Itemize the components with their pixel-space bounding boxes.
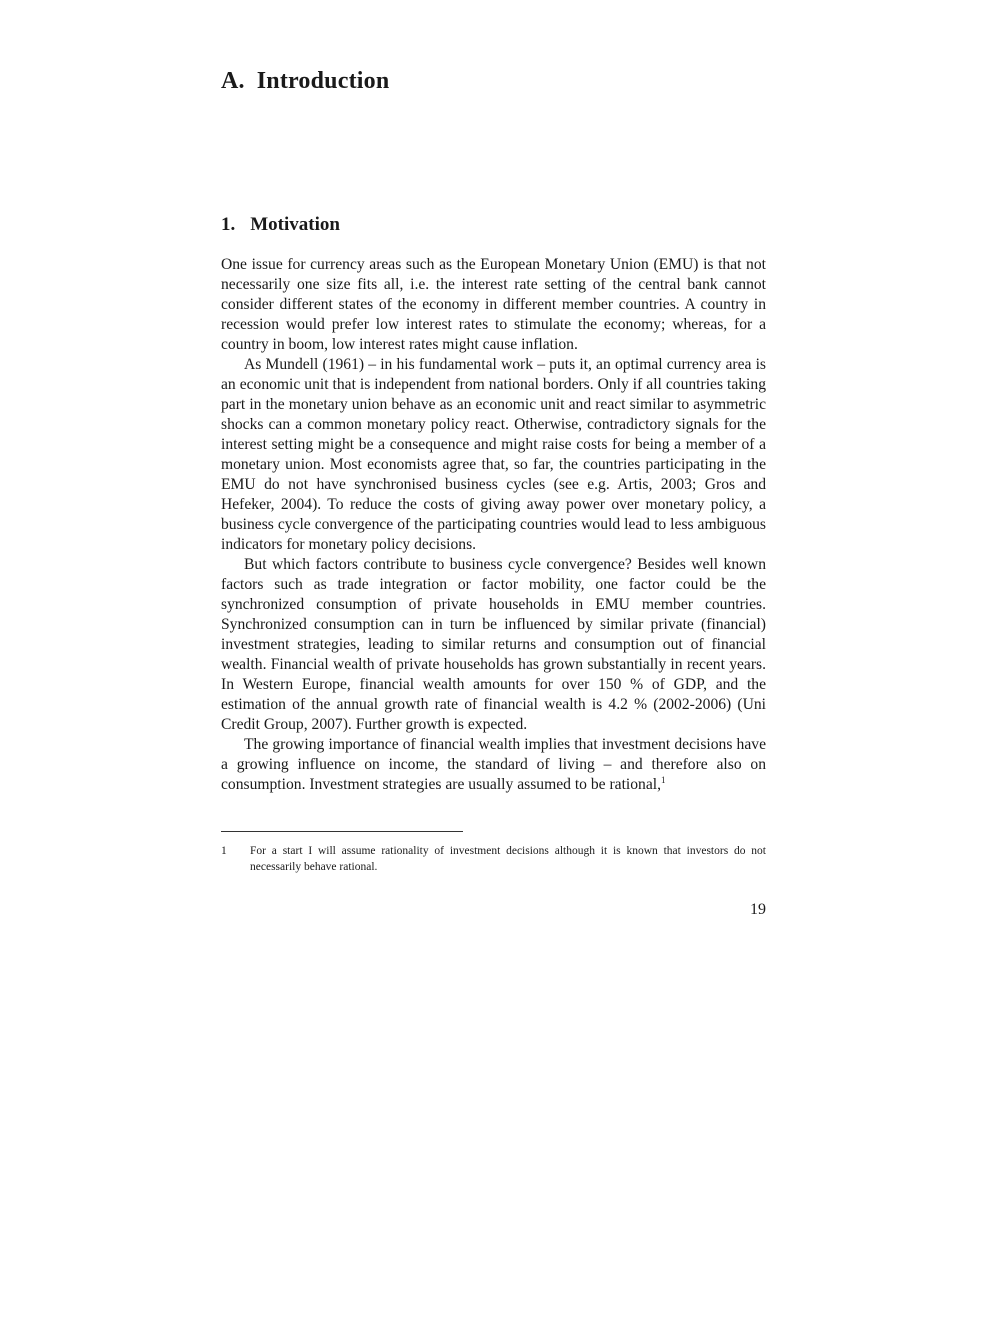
footnote-text: For a start I will assume rationality of investment decisions although it is known that investors do not necessarily behave rational. bbox=[250, 845, 766, 873]
section-number: 1. bbox=[221, 214, 236, 235]
body-text bbox=[221, 255, 766, 795]
page-number: 19 bbox=[750, 901, 766, 918]
section-heading bbox=[221, 214, 340, 236]
footnote-reference[interactable]: 1 bbox=[660, 774, 666, 785]
paragraph-3: But which factors contribute to business cycle convergence? Besides well known factors such as trade integration or factor mobility, one factor could be the synchronized consumption of private households in EMU member countries. Synchronized consumption can in turn be influenced by similar private (financial) investment strategies, leading to similar returns and consumption out of financial wealth. Financial wealth of private households has grown substantially in recent years. In Western Europe, financial wealth amounts for over 150 % of GDP, and the estimation of the annual growth rate of financial wealth is 4.2 % (2002-2006) (Uni Credit Group, 2007). Further growth is expected. bbox=[221, 556, 766, 733]
paragraph-2: As Mundell (1961) – in his fundamental work – puts it, an optimal currency area is an economic unit that is independent from national borders. Only if all countries taking part in the monetary union behave as an economic unit and react similar to asymmetric shocks can a common monetary policy react. Otherwise, contradictory signals for the interest setting might be a consequence and might raise costs for being a member of a monetary union. Most economists agree that, so far, the countries participating in the EMU do not have synchronised business cycles (see e.g. Artis, 2003; Gros and Hefeker, 2004). To reduce the costs of giving away power over monetary policy, a business cycle convergence of the participating countries would lead to less ambiguous indicators for monetary policy decisions. bbox=[221, 356, 766, 553]
chapter-heading bbox=[221, 68, 389, 95]
footnote bbox=[221, 843, 766, 875]
chapter-title: Introduction bbox=[256, 68, 390, 94]
section-title: Motivation bbox=[250, 214, 340, 235]
footnote-number: 1 bbox=[221, 845, 227, 857]
chapter-number: A. bbox=[221, 68, 245, 94]
paragraph-1: One issue for currency areas such as the European Monetary Union (EMU) is that not necessarily one size fits all, i.e. the interest rate setting of the central bank cannot consider different states of the economy in different member countries. A country in recession would prefer low interest rates to stimulate the economy; whereas, for a country in boom, low interest rates might cause inflation. bbox=[221, 256, 766, 353]
paragraph-4-text: The growing importance of financial wealth implies that investment decisions have a growing influence on income, the standard of living – and therefore also on consumption. Investment strategies are usually assumed to be rational, bbox=[221, 736, 766, 793]
paragraph-4 bbox=[221, 735, 766, 795]
footnote-divider bbox=[221, 831, 463, 832]
